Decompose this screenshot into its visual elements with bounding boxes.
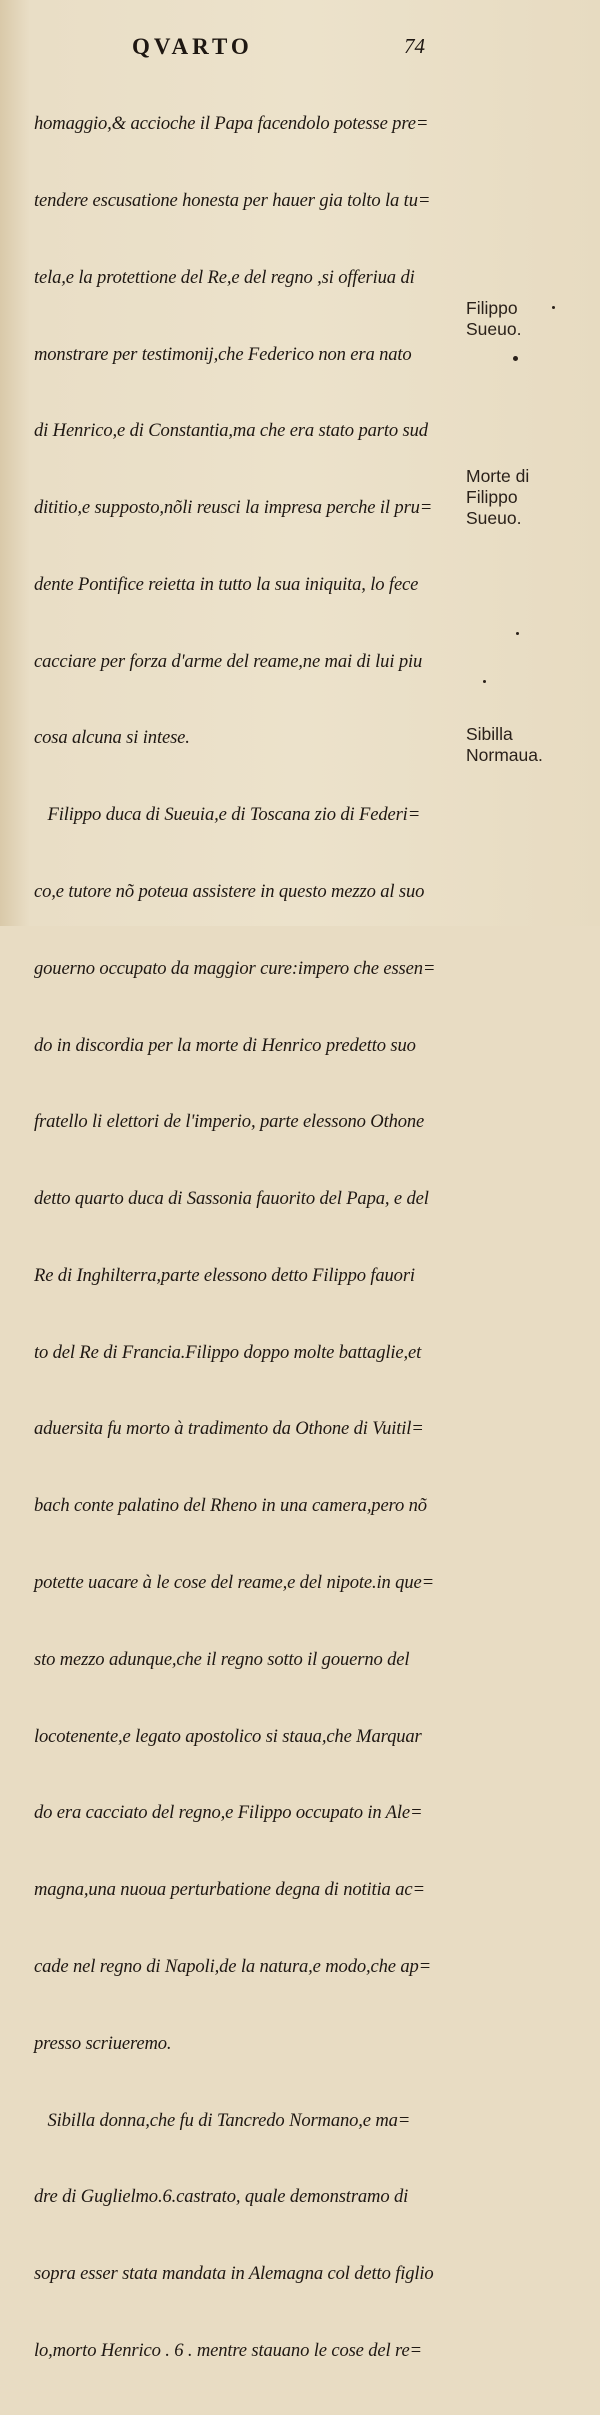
marginal-note-line: Normaua. xyxy=(466,745,543,765)
text-line: to del Re di Francia.Filippo doppo molte battaglie,et xyxy=(34,1341,422,1363)
text-line: Filippo duca di Sueuia,e di Toscana zio di Federi= xyxy=(34,804,421,826)
text-line: dre di Guglielmo.6.castrato, quale demonstramo di xyxy=(34,2186,409,2208)
text-line: tendere escusatione honesta per hauer gia tolto la tu= xyxy=(34,189,431,211)
ink-dot xyxy=(513,356,518,361)
text-line: cosa alcuna si intese. xyxy=(34,727,190,749)
marginal-note-line: Sibilla xyxy=(466,724,513,744)
marginal-note-line: Sueuo. xyxy=(466,319,522,339)
text-line: sto mezzo adunque,che il regno sotto il gouerno del xyxy=(34,1648,410,1670)
text-line: potette uacare à le cose del reame,e del nipote.in que= xyxy=(34,1572,434,1594)
text-line: gouerno occupato da maggior cure:impero che essen= xyxy=(34,957,436,979)
text-line: sopra esser stata mandata in Alemagna col detto figlio xyxy=(34,2263,434,2285)
marginal-note-line: Filippo xyxy=(466,487,518,507)
ink-dot xyxy=(552,306,555,309)
folio-number: 74 xyxy=(404,34,425,58)
body-text xyxy=(34,60,460,2415)
text-line: dente Pontifice reietta in tutto la sua iniquita, lo fece xyxy=(34,573,419,595)
text-line: monstrare per testimonij,che Federico non era nato xyxy=(34,343,412,365)
text-line: cacciare per forza d'arme del reame,ne mai di lui piu xyxy=(34,650,423,672)
marginal-note-line: Sueuo. xyxy=(466,508,522,528)
text-line: co,e tutore nõ poteua assistere in questo mezzo al suo xyxy=(34,881,425,902)
text-line: lo,morto Henrico . 6 . mentre stauano le cose del re= xyxy=(34,2339,422,2361)
marginal-note-line: Morte di xyxy=(466,466,530,486)
text-line: Sibilla donna,che fu di Tancredo Normano,e ma= xyxy=(34,2109,411,2131)
marginal-note-line: Filippo xyxy=(466,298,518,318)
text-line: bach conte palatino del Rheno in una camera,pero nõ xyxy=(34,1495,427,1517)
text-line: detto quarto duca di Sassonia fauorito del Papa, e del xyxy=(34,1188,429,1210)
text-line: tela,e la protettione del Re,e del regno ,si offeriua di xyxy=(34,266,415,288)
text-line: magna,una nuoua perturbatione degna di notitia ac= xyxy=(34,1879,425,1901)
text-line: homaggio,& accioche il Papa facendolo potesse pre= xyxy=(34,113,429,135)
ink-dot xyxy=(516,632,519,635)
text-line: Re di Inghilterra,parte elessono detto Filippo fauori xyxy=(34,1264,415,1286)
text-line: di Henrico,e di Constantia,ma che era stato parto sud xyxy=(34,420,428,442)
running-head: QVARTO xyxy=(132,34,253,59)
marginal-note-sibilla-normaua xyxy=(466,724,543,766)
text-line: dititio,e supposto,nõli reusci la impresa perche il pru= xyxy=(34,497,433,519)
text-line: aduersita fu morto à tradimento da Othone di Vuitil= xyxy=(34,1418,424,1440)
marginal-note-morte-di-filippo xyxy=(466,466,529,529)
text-line: locotenente,e legato apostolico si staua,che Marquar xyxy=(34,1725,422,1747)
text-line: fratello li elettori de l'imperio, parte elessono Othone xyxy=(34,1111,425,1133)
text-line: cade nel regno di Napoli,de la natura,e modo,che ap= xyxy=(34,1955,432,1977)
ink-dot xyxy=(483,680,486,683)
text-line: do in discordia per la morte di Henrico predetto suo xyxy=(34,1034,416,1056)
text-line: presso scriueremo. xyxy=(34,2032,172,2054)
marginal-note-filippo-sueuo xyxy=(466,298,521,340)
text-line: do era cacciato del regno,e Filippo occupato in Ale= xyxy=(34,1802,423,1824)
